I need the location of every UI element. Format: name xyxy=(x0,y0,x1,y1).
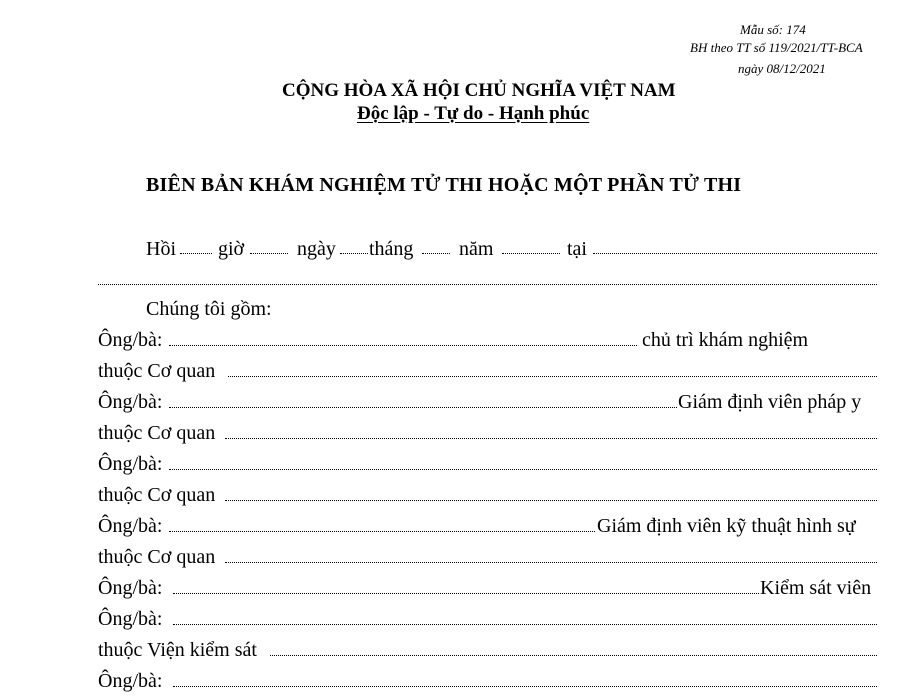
hour-field[interactable] xyxy=(180,253,212,254)
year-label: năm xyxy=(459,238,494,260)
member-1-name-field[interactable] xyxy=(169,345,637,346)
member-1-agency-label: thuộc Cơ quan xyxy=(98,360,216,382)
member-7-label: Ông/bà: xyxy=(98,670,163,692)
month-label: tháng xyxy=(369,238,414,260)
member-2-role: Giám định viên pháp y xyxy=(678,391,862,413)
member-2-label: Ông/bà: xyxy=(98,391,163,413)
member-1-label: Ông/bà: xyxy=(98,329,163,351)
member-5-name-field[interactable] xyxy=(173,593,759,594)
form-number: Mẫu số: 174 xyxy=(740,22,806,37)
minute-label: giờ xyxy=(218,238,245,260)
member-6-procuracy-field[interactable] xyxy=(270,655,877,656)
member-5-role: Kiểm sát viên xyxy=(760,577,872,599)
member-3-label: Ông/bà: xyxy=(98,453,163,475)
member-5-label: Ông/bà: xyxy=(98,577,163,599)
place-field-line2[interactable] xyxy=(98,284,877,285)
member-2-agency-label: thuộc Cơ quan xyxy=(98,422,216,444)
minute-field[interactable] xyxy=(250,253,288,254)
legal-basis: BH theo TT số 119/2021/TT-BCA xyxy=(690,40,863,55)
place-field[interactable] xyxy=(593,253,877,254)
place-label: tại xyxy=(567,238,587,260)
member-4-label: Ông/bà: xyxy=(98,515,163,537)
member-2-name-field[interactable] xyxy=(169,407,677,408)
member-3-name-field[interactable] xyxy=(169,469,877,470)
day-field[interactable] xyxy=(340,253,368,254)
member-1-agency-field[interactable] xyxy=(228,376,877,377)
member-6-procuracy-label: thuộc Viện kiểm sát xyxy=(98,639,257,661)
month-field[interactable] xyxy=(422,253,450,254)
member-4-name-field[interactable] xyxy=(169,531,595,532)
member-4-agency-field[interactable] xyxy=(225,562,877,563)
member-6-name-field[interactable] xyxy=(173,624,877,625)
issue-date: ngày 08/12/2021 xyxy=(738,61,826,76)
members-intro: Chúng tôi gồm: xyxy=(146,298,272,320)
hour-label: Hồi xyxy=(146,238,176,260)
member-4-role: Giám định viên kỹ thuật hình sự xyxy=(597,515,856,537)
member-7-name-field[interactable] xyxy=(173,686,877,687)
member-1-role: chủ trì khám nghiệm xyxy=(642,329,809,351)
day-label: ngày xyxy=(297,238,336,260)
document-title: BIÊN BẢN KHÁM NGHIỆM TỬ THI HOẶC MỘT PHẦN TỬ THI xyxy=(146,174,742,196)
member-2-agency-field[interactable] xyxy=(225,438,877,439)
nation-heading: CỘNG HÒA XÃ HỘI CHỦ NGHĨA VIỆT NAM xyxy=(282,80,676,101)
member-3-agency-field[interactable] xyxy=(225,500,877,501)
member-4-agency-label: thuộc Cơ quan xyxy=(98,546,216,568)
member-3-agency-label: thuộc Cơ quan xyxy=(98,484,216,506)
nation-motto: Độc lập - Tự do - Hạnh phúc xyxy=(357,103,590,124)
member-6-label: Ông/bà: xyxy=(98,608,163,630)
year-field[interactable] xyxy=(502,253,560,254)
